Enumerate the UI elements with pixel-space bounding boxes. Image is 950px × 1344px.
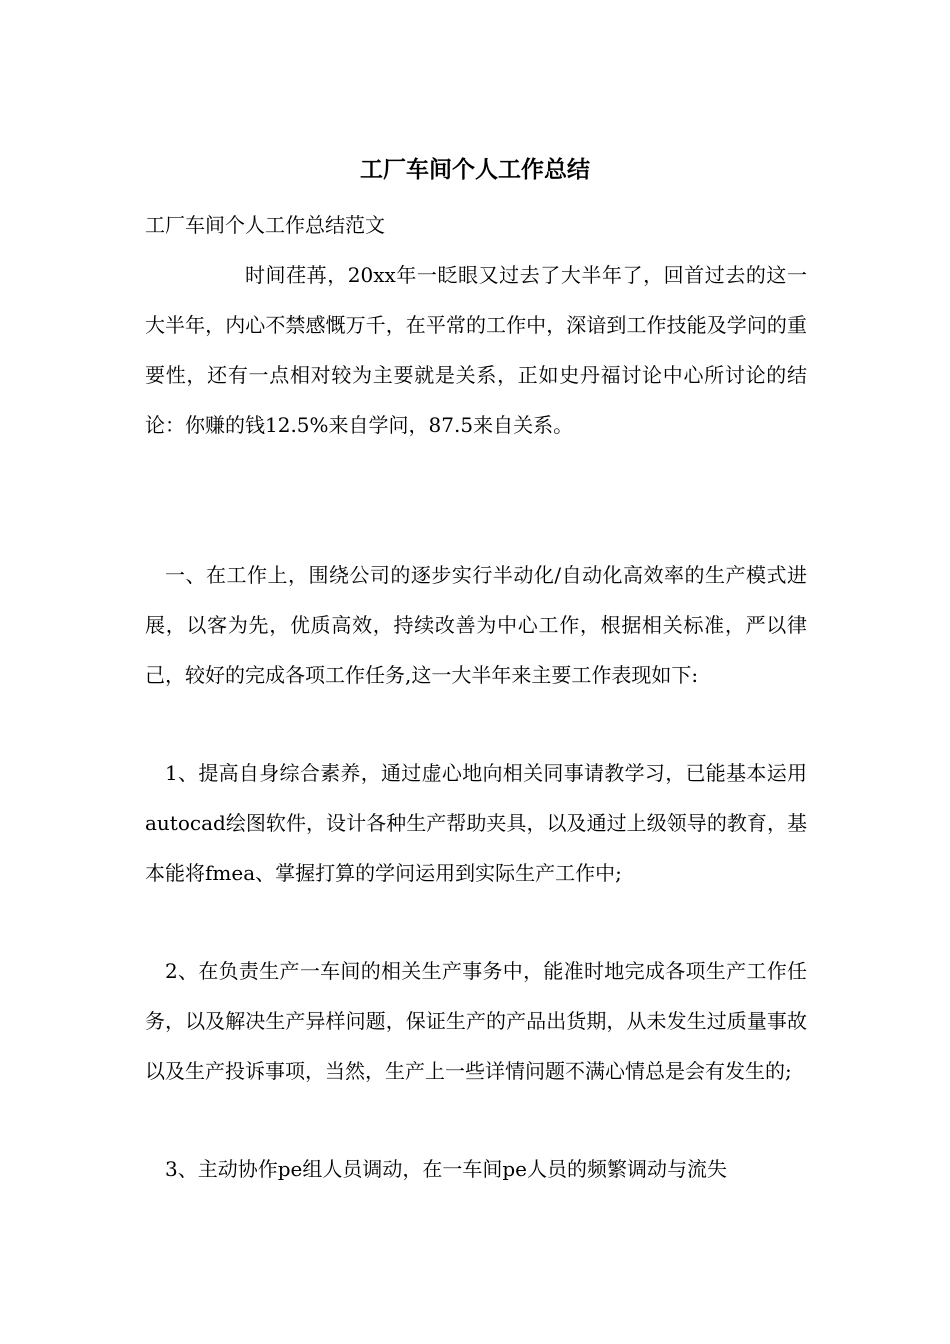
section-one-paragraph: 一、在工作上，围绕公司的逐步实行半动化/自动化高效率的生产模式进展，以客为先，优质高效，持续改善为中心工作，根据相关标准，严以律己，较好的完成各项工作任务,这一大半年来主要工作表现如下: — [145, 563, 807, 687]
list-item-1: 1、提高自身综合素养，通过虚心地向相关同事请教学习，已能基本运用autocad绘图软件，设计各种生产帮助夹具，以及通过上级领导的教育，基本能将fmea、掌握打算的学问运用到实际生产工作中; — [145, 761, 807, 885]
intro-paragraph: 时间荏苒，20xx年一眨眼又过去了大半年了，回首过去的这一大半年，内心不禁感慨万千，在平常的工作中，深谙到工作技能及学问的重要性，还有一点相对较为主要就是关系，正如史丹福讨论中心所讨论的结论：你赚的钱12.5%来自学问，87.5来自关系。 — [145, 263, 807, 437]
list-item-3: 3、主动协作pe组人员调动，在一车间pe人员的频繁调动与流失 — [165, 1157, 728, 1181]
list-item-2: 2、在负责生产一车间的相关生产事务中，能准时地完成各项生产工作任务，以及解决生产异样问题，保证生产的产品出货期，从未发生过质量事故以及生产投诉事项，当然，生产上一些详情问题不满心情总是会有发生的; — [145, 959, 807, 1083]
document-title: 工厂车间个人工作总结 — [360, 156, 590, 183]
document-subtitle: 工厂车间个人工作总结范文 — [145, 213, 385, 237]
